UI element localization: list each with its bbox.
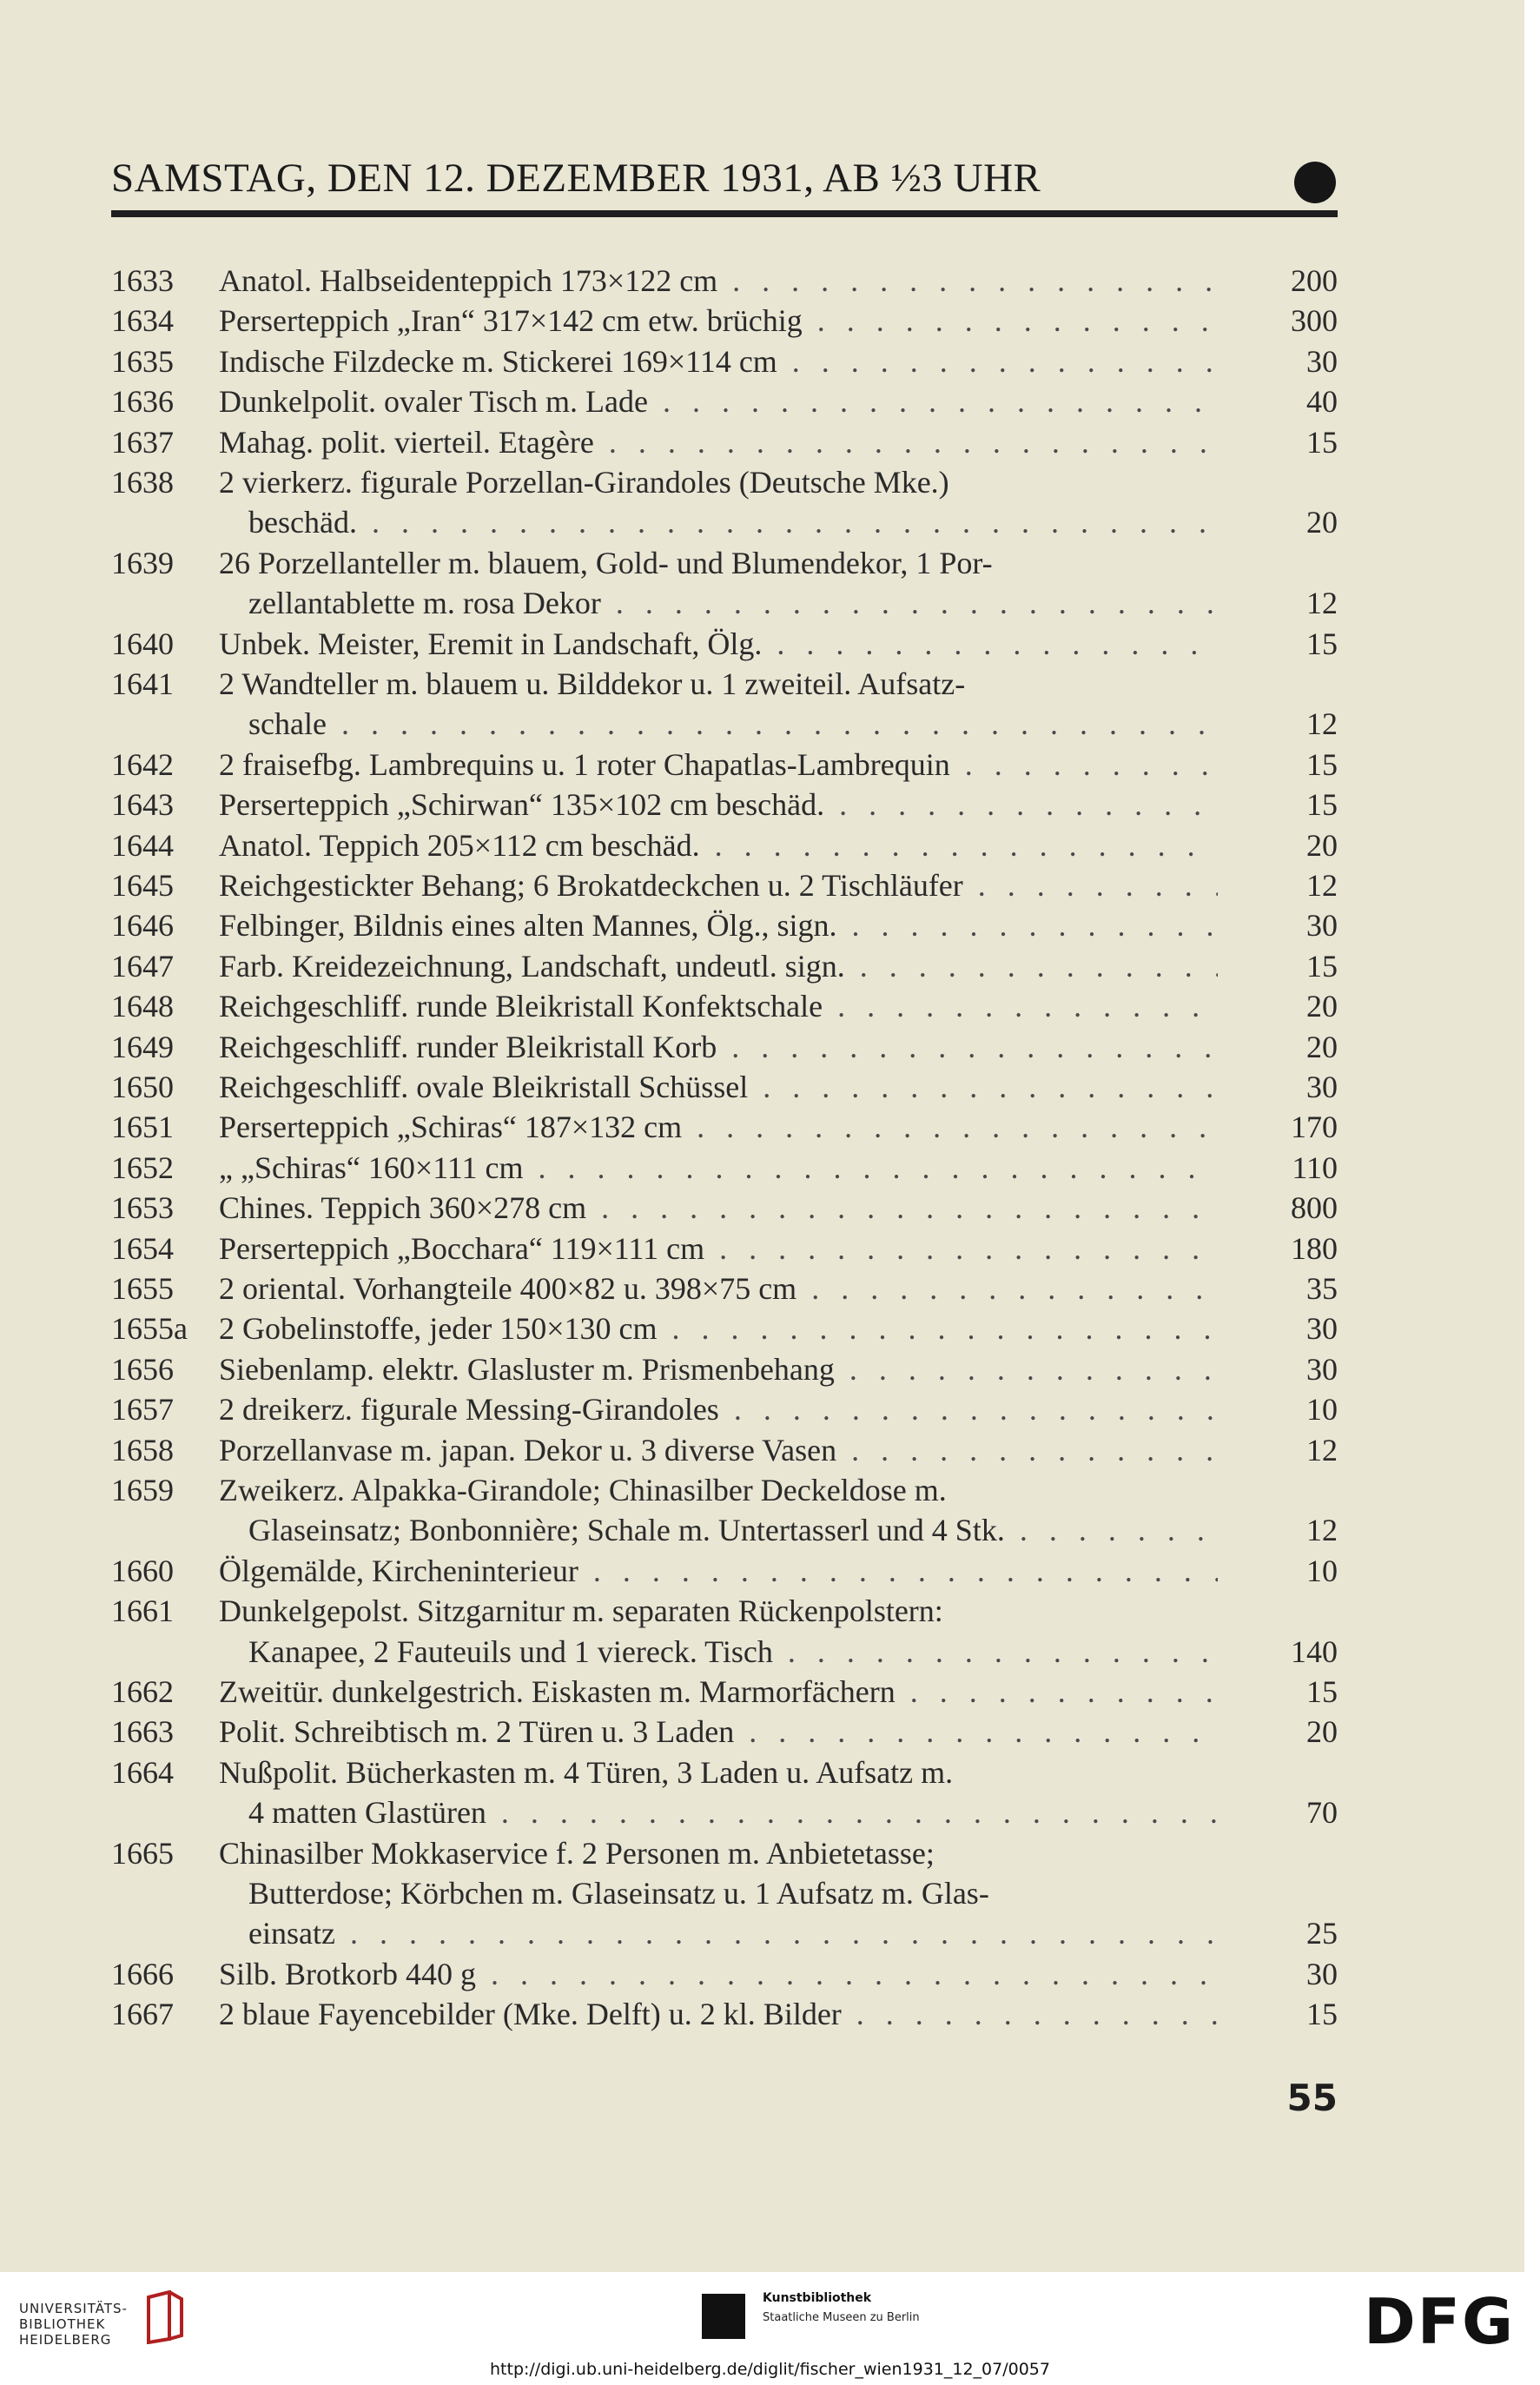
lot-row	[0, 1591, 1524, 1631]
lot-price: 20	[1306, 1714, 1338, 1750]
lot-price: 15	[1306, 746, 1338, 782]
lot-row	[0, 825, 1524, 865]
lot-price: 15	[1306, 626, 1338, 661]
source-url-link[interactable]: http://digi.ub.uni-heidelberg.de/diglit/fischer_wien1931_12_07/0057	[490, 2360, 1050, 2379]
lot-description: Chines. Teppich 360×278 cm . . .	[219, 1188, 1218, 1228]
lot-row	[0, 1551, 1524, 1591]
lot-row	[0, 1067, 1524, 1107]
lot-description: Kanapee, 2 Fauteuils und 1 viereck. Tisch . . .	[248, 1632, 1218, 1672]
lot-row-continuation	[0, 1632, 1524, 1672]
lot-price: 25	[1306, 1916, 1338, 1951]
lot-description: 2 oriental. Vorhangteile 400×82 u. 398×75 cm . . .	[219, 1269, 1218, 1308]
lot-number: 1661	[111, 1593, 174, 1629]
lot-description: Indische Filzdecke m. Stickerei 169×114 cm . . .	[219, 341, 1218, 381]
lot-description: 2 fraisefbg. Lambrequins u. 1 roter Chapatlas-Lambrequin . . .	[219, 745, 1218, 785]
lot-price: 15	[1306, 1674, 1338, 1709]
lot-number: 1646	[111, 908, 174, 944]
university-logo-line: HEIDELBERG	[19, 2332, 112, 2348]
lot-row	[0, 1752, 1524, 1792]
lot-number: 1653	[111, 1190, 174, 1226]
lot-number: 1635	[111, 343, 174, 379]
lot-price: 20	[1306, 505, 1338, 540]
lot-row	[0, 865, 1524, 905]
lot-description: „ „Schiras“ 160×111 cm . . .	[219, 1148, 1218, 1188]
lot-description: Reichgestickter Behang; 6 Brokatdeckchen u. 2 Tischläufer . . .	[219, 865, 1218, 905]
lot-row	[0, 543, 1524, 583]
heading-rule	[111, 210, 1338, 217]
lot-price: 170	[1291, 1110, 1338, 1145]
lot-number: 1649	[111, 1029, 174, 1064]
lot-row	[0, 301, 1524, 341]
lot-description: beschäd. . . .	[248, 502, 1218, 542]
lot-description: 2 Wandteller m. blauem u. Bilddekor u. 1 zweiteil. Aufsatz-	[219, 666, 966, 701]
lot-number: 1640	[111, 626, 174, 661]
lot-row	[0, 1229, 1524, 1269]
lot-description: Reichgeschliff. ovale Bleikristall Schüssel . . .	[219, 1067, 1218, 1107]
lot-description: Reichgeschliff. runde Bleikristall Konfektschale . . .	[219, 986, 1218, 1026]
lot-price: 15	[1306, 424, 1338, 460]
lot-row	[0, 1308, 1524, 1348]
lot-price: 20	[1306, 1029, 1338, 1064]
lot-number: 1657	[111, 1392, 174, 1428]
lot-row	[0, 1389, 1524, 1429]
lot-price: 180	[1291, 1230, 1338, 1266]
lot-number: 1633	[111, 263, 174, 298]
lot-row	[0, 664, 1524, 704]
lot-price: 12	[1306, 586, 1338, 621]
lot-row	[0, 1954, 1524, 1994]
lot-description: Perserteppich „Schiras“ 187×132 cm . . .	[219, 1107, 1218, 1147]
lot-number: 1654	[111, 1230, 174, 1266]
lot-price: 140	[1291, 1633, 1338, 1669]
lot-number: 1659	[111, 1473, 174, 1507]
lot-description: zellantablette m. rosa Dekor . . .	[248, 583, 1218, 623]
lot-description: Silb. Brotkorb 440 g . . .	[219, 1954, 1218, 1994]
lot-price: 30	[1306, 1351, 1338, 1387]
lot-price: 30	[1306, 343, 1338, 379]
library-subtitle: Staatliche Museen zu Berlin	[763, 2311, 920, 2324]
lot-description: Perserteppich „Schirwan“ 135×102 cm beschäd. . . .	[219, 785, 1218, 825]
lot-number: 1648	[111, 989, 174, 1024]
lot-row-continuation	[0, 583, 1524, 623]
lot-row-continuation	[0, 1792, 1524, 1832]
lot-description: 4 matten Glastüren . . .	[248, 1792, 1218, 1832]
lot-description: Reichgeschliff. runder Bleikristall Korb . . .	[219, 1027, 1218, 1067]
lot-row	[0, 341, 1524, 381]
lot-row	[0, 745, 1524, 785]
lot-row-continuation	[0, 1873, 1524, 1913]
lot-description: Nußpolit. Bücherkasten m. 4 Türen, 3 Laden u. Aufsatz m.	[219, 1754, 954, 1790]
lot-row	[0, 1107, 1524, 1147]
lot-number: 1652	[111, 1149, 174, 1185]
lot-description: einsatz . . .	[248, 1913, 1218, 1953]
university-library-logo	[19, 2301, 128, 2348]
lot-number: 1643	[111, 787, 174, 823]
lot-number: 1642	[111, 746, 174, 782]
lot-price: 30	[1306, 1070, 1338, 1104]
lot-description: Porzellanvase m. japan. Dekor u. 3 diverse Vasen . . .	[219, 1430, 1218, 1470]
lot-number: 1644	[111, 827, 174, 863]
lot-price: 12	[1306, 1513, 1338, 1548]
lot-price: 30	[1306, 1956, 1338, 1991]
lot-number: 1650	[111, 1070, 174, 1104]
lot-price: 15	[1306, 787, 1338, 823]
lot-description: Mahag. polit. vierteil. Etagère . . .	[219, 422, 1218, 462]
lot-row	[0, 946, 1524, 986]
lot-number: 1656	[111, 1351, 174, 1387]
lot-description: Chinasilber Mokkaservice f. 2 Personen m. Anbietetasse;	[219, 1835, 935, 1871]
lot-number: 1660	[111, 1553, 174, 1588]
lot-row	[0, 422, 1524, 462]
lot-price: 20	[1306, 827, 1338, 863]
lot-row	[0, 1430, 1524, 1470]
lot-row	[0, 1269, 1524, 1308]
lot-price: 30	[1306, 1311, 1338, 1347]
kunstbibliothek-logo-icon	[702, 2294, 745, 2339]
lot-row	[0, 261, 1524, 301]
lot-number: 1658	[111, 1432, 174, 1467]
lot-description: Siebenlamp. elektr. Glasluster m. Prismenbehang . . .	[219, 1349, 1218, 1389]
lot-row	[0, 785, 1524, 825]
lot-price: 800	[1291, 1190, 1338, 1226]
lot-price: 40	[1306, 384, 1338, 420]
lot-row	[0, 1672, 1524, 1712]
lot-description: Zweitür. dunkelgestrich. Eiskasten m. Marmorfächern . . .	[219, 1672, 1218, 1712]
university-logo-line: UNIVERSITÄTS-	[19, 2301, 128, 2316]
lot-price: 10	[1306, 1392, 1338, 1428]
lot-number: 1655	[111, 1271, 174, 1306]
lot-row	[0, 1470, 1524, 1510]
page-heading: SAMSTAG, DEN 12. DEZEMBER 1931, AB ½3 UHR	[111, 156, 1041, 201]
lot-description: Farb. Kreidezeichnung, Landschaft, undeutl. sign. . . .	[219, 946, 1218, 986]
lot-number: 1647	[111, 948, 174, 984]
lot-number: 1651	[111, 1110, 174, 1145]
lot-number: 1663	[111, 1714, 174, 1750]
lot-row	[0, 1027, 1524, 1067]
library-title: Kunstbibliothek	[763, 2291, 872, 2305]
lot-price: 12	[1306, 868, 1338, 903]
dfg-logo: DFG	[1364, 2285, 1516, 2358]
lot-row-continuation	[0, 502, 1524, 542]
lot-row	[0, 1188, 1524, 1228]
lot-row-continuation	[0, 1510, 1524, 1550]
lot-number: 1634	[111, 303, 174, 339]
lot-number: 1665	[111, 1835, 174, 1871]
lot-row	[0, 1833, 1524, 1873]
university-mark-icon	[143, 2290, 185, 2344]
lot-row	[0, 905, 1524, 945]
lot-description: 2 Gobelinstoffe, jeder 150×130 cm . . .	[219, 1308, 1218, 1348]
lot-description: 2 vierkerz. figurale Porzellan-Girandoles (Deutsche Mke.)	[219, 465, 949, 500]
lot-description: Zweikerz. Alpakka-Girandole; Chinasilber Deckeldose m.	[219, 1473, 947, 1507]
lot-number: 1637	[111, 424, 174, 460]
lot-number: 1636	[111, 384, 174, 420]
lot-row	[0, 1712, 1524, 1752]
heading-dot-ornament	[1294, 162, 1336, 203]
lot-row-continuation	[0, 1913, 1524, 1953]
lot-row	[0, 624, 1524, 664]
lot-price: 300	[1291, 303, 1338, 339]
lot-description: 2 blaue Fayencebilder (Mke. Delft) u. 2 kl. Bilder . . .	[219, 1994, 1218, 2034]
lot-price: 10	[1306, 1553, 1338, 1588]
lot-description: schale . . .	[248, 704, 1218, 744]
lot-row	[0, 381, 1524, 421]
lot-row	[0, 1349, 1524, 1389]
lot-description: Anatol. Teppich 205×112 cm beschäd. . . .	[219, 825, 1218, 865]
lot-description: Butterdose; Körbchen m. Glaseinsatz u. 1 Aufsatz m. Glas-	[248, 1876, 989, 1911]
lot-description: Dunkelgepolst. Sitzgarnitur m. separaten Rückenpolstern:	[219, 1593, 943, 1629]
lot-price: 15	[1306, 1997, 1338, 2032]
lot-description: Anatol. Halbseidenteppich 173×122 cm . . .	[219, 261, 1218, 301]
lot-price: 35	[1306, 1271, 1338, 1306]
lot-description: Unbek. Meister, Eremit in Landschaft, Ölg. . . .	[219, 624, 1218, 664]
lot-description: 2 dreikerz. figurale Messing-Girandoles . . .	[219, 1389, 1218, 1429]
lot-price: 12	[1306, 1432, 1338, 1467]
lot-price: 12	[1306, 706, 1338, 742]
lot-row	[0, 462, 1524, 502]
lot-description: 26 Porzellanteller m. blauem, Gold- und Blumendekor, 1 Por-	[219, 545, 993, 580]
lot-row	[0, 986, 1524, 1026]
lot-description: Polit. Schreibtisch m. 2 Türen u. 3 Laden . . .	[219, 1712, 1218, 1752]
lot-number: 1638	[111, 465, 174, 500]
lot-row	[0, 1148, 1524, 1188]
page-number: 55	[1286, 2077, 1338, 2119]
lot-number: 1655a	[111, 1311, 188, 1347]
lot-number: 1639	[111, 545, 174, 580]
lot-price: 15	[1306, 948, 1338, 984]
lot-number: 1664	[111, 1754, 174, 1790]
lot-description: Ölgemälde, Kircheninterieur . . .	[219, 1551, 1218, 1591]
lot-price: 110	[1292, 1149, 1338, 1185]
lot-description: Glaseinsatz; Bonbonnière; Schale m. Untertasserl und 4 Stk. . . .	[248, 1510, 1218, 1550]
lot-number: 1666	[111, 1956, 174, 1991]
lot-price: 70	[1306, 1795, 1338, 1831]
lot-price: 30	[1306, 908, 1338, 944]
lot-number: 1645	[111, 868, 174, 903]
lot-number: 1662	[111, 1674, 174, 1709]
lot-row-continuation	[0, 704, 1524, 744]
lot-number: 1641	[111, 666, 174, 701]
lot-price: 20	[1306, 989, 1338, 1024]
lot-description: Felbinger, Bildnis eines alten Mannes, Ölg., sign. . . .	[219, 905, 1218, 945]
lot-description: Perserteppich „Bocchara“ 119×111 cm . . .	[219, 1229, 1218, 1269]
lot-row	[0, 1994, 1524, 2034]
lot-price: 200	[1291, 263, 1338, 298]
lot-description: Dunkelpolit. ovaler Tisch m. Lade . . .	[219, 381, 1218, 421]
lot-number: 1667	[111, 1997, 174, 2032]
lot-description: Perserteppich „Iran“ 317×142 cm etw. brüchig . . .	[219, 301, 1218, 341]
university-logo-line: BIBLIOTHEK	[19, 2316, 106, 2332]
